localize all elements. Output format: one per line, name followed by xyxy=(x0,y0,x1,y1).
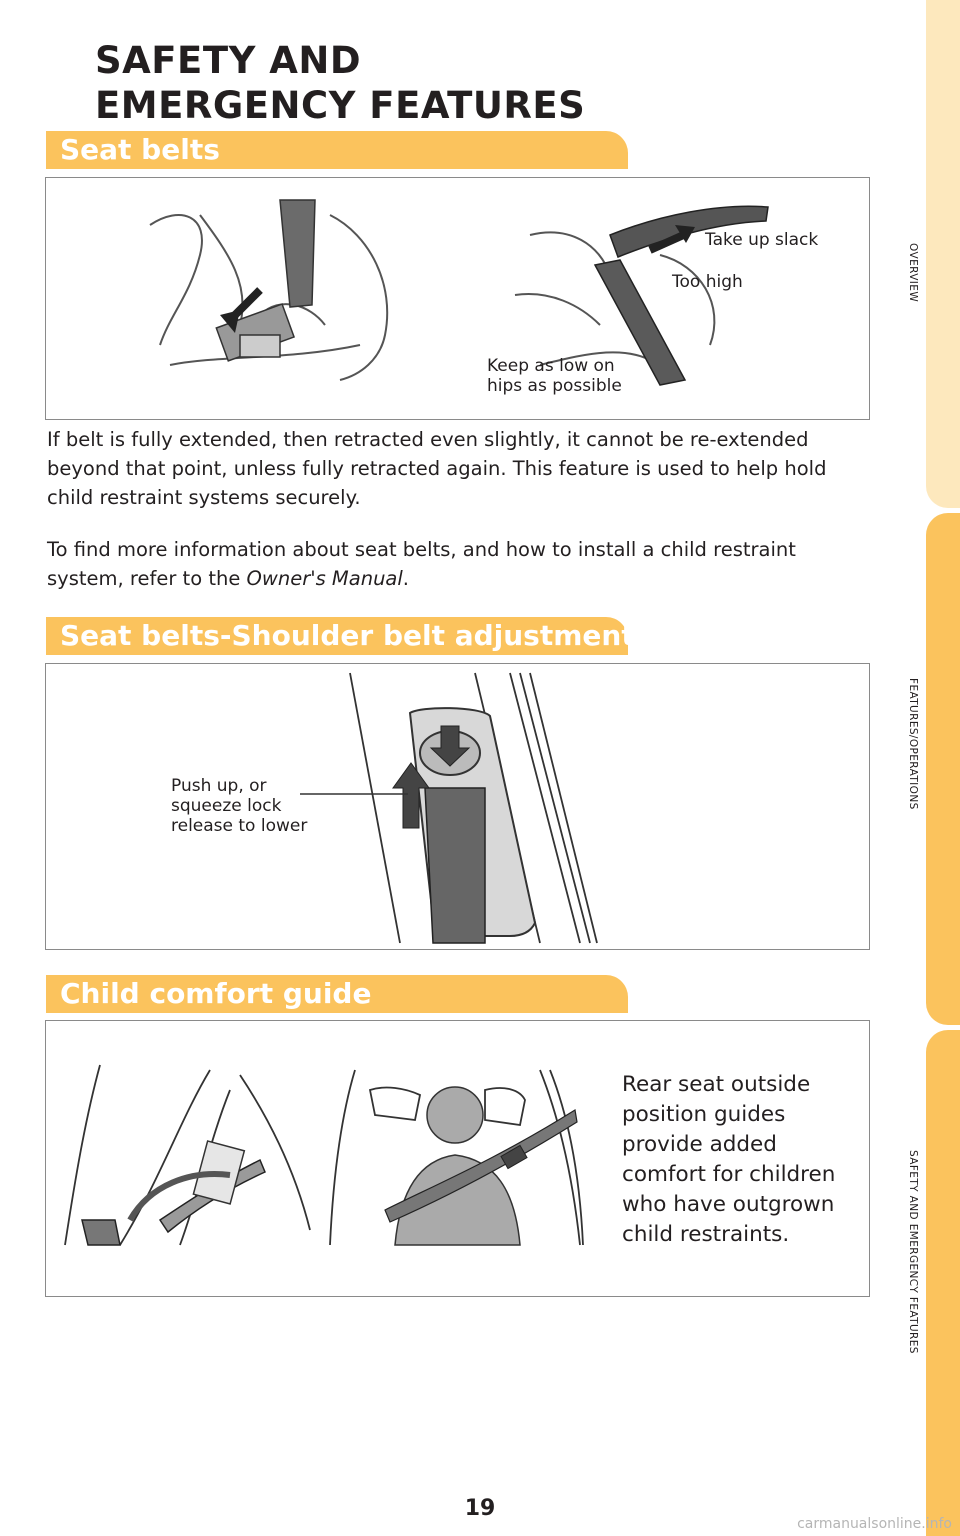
page-title xyxy=(95,38,585,128)
page-number: 19 xyxy=(464,1496,496,1521)
seat-belt-paragraph-1: If belt is fully extended, then retracted even slightly, it cannot be re-extended beyond that point, unless fully retracted again. This feature is used to help hold child restraint systems securely. xyxy=(47,428,827,509)
label-keep-low-line1: Keep as low on xyxy=(487,356,615,376)
shoulder-belt-header xyxy=(46,617,635,655)
side-tab-overview[interactable] xyxy=(926,0,960,508)
shoulder-label-line2: squeeze lock xyxy=(171,796,282,816)
paragraph-2-end: . xyxy=(402,567,409,590)
side-label-overview: OVERVIEW xyxy=(907,243,919,303)
label-too-high: Too high xyxy=(672,272,743,292)
shoulder-belt-anchor-illustration xyxy=(345,668,605,943)
child-comfort-description: Rear seat outside position guides provide added comfort for children who have outgrown child restraints. xyxy=(622,1072,836,1247)
seat-belt-buckle-illustration xyxy=(140,195,405,390)
seat-belts-header xyxy=(46,131,628,169)
label-keep-low-line2: hips as possible xyxy=(487,376,622,396)
seat-belts-header-text: Seat belts xyxy=(60,133,220,166)
side-label-safety: SAFETY AND EMERGENCY FEATURES xyxy=(907,1150,919,1354)
comfort-guide-clip-illustration xyxy=(60,1060,315,1250)
page-title-line1: SAFETY AND xyxy=(95,39,362,82)
seat-belt-paragraph-2 xyxy=(47,535,857,593)
child-seated-illustration xyxy=(325,1060,585,1250)
side-tabs xyxy=(926,0,960,1536)
shoulder-label-line3: release to lower xyxy=(171,816,308,836)
side-label-features: FEATURES/OPERATIONS xyxy=(907,678,919,810)
child-comfort-header xyxy=(46,975,628,1013)
side-tab-safety[interactable] xyxy=(926,1030,960,1536)
shoulder-belt-header-text: Seat belts-Shoulder belt adjustment xyxy=(60,619,635,652)
watermark-text: carmanualsonline.info xyxy=(797,1516,952,1532)
side-tab-features[interactable] xyxy=(926,513,960,1025)
label-take-up-slack: Take up slack xyxy=(705,230,819,250)
owners-manual-reference: Owner's Manual xyxy=(246,567,403,590)
shoulder-label-line1: Push up, or xyxy=(171,776,267,796)
page-title-line2: EMERGENCY FEATURES xyxy=(95,84,586,127)
paragraph-2-text: To find more information about seat belts, and how to install a child restraint system, refer to the xyxy=(47,538,796,590)
child-comfort-header-text: Child comfort guide xyxy=(60,977,372,1010)
shoulder-belt-leader-line xyxy=(300,792,410,796)
